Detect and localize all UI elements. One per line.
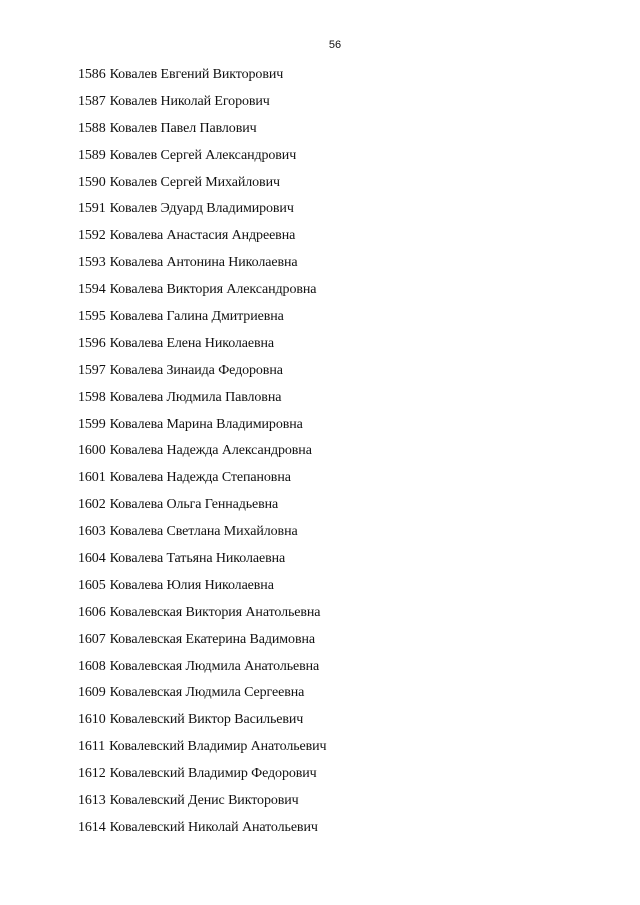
entry-number: 1593 [78, 255, 106, 271]
entry-name: Ковалева Ольга Геннадьевна [109, 497, 279, 513]
list-item [78, 549, 326, 576]
entry-name: Ковалевская Екатерина Вадимовна [109, 631, 315, 647]
list-item [78, 683, 326, 710]
list-item [78, 522, 326, 549]
entry-name: Ковалев Сергей Александрович [109, 147, 297, 163]
entry-number: 1604 [78, 551, 106, 567]
entry-name: Ковалева Светлана Михайловна [109, 524, 298, 540]
entry-name: Ковалева Татьяна Николаевна [109, 551, 286, 567]
entry-name: Ковалев Николай Егорович [109, 93, 270, 109]
list-item [78, 737, 326, 764]
entry-name: Ковалева Виктория Александровна [109, 282, 317, 298]
entry-name: Ковалевский Денис Викторович [109, 793, 299, 809]
entry-number: 1608 [78, 658, 106, 674]
page-number: 56 [328, 39, 342, 51]
list-item [78, 764, 326, 791]
entry-number: 1592 [78, 228, 106, 244]
entry-name: Ковалев Павел Павлович [109, 120, 257, 136]
entry-number: 1594 [78, 282, 106, 298]
entry-name: Ковалева Юлия Николаевна [109, 577, 274, 593]
entry-number: 1612 [78, 766, 106, 782]
entry-number: 1596 [78, 335, 106, 351]
list-item [78, 280, 326, 307]
entry-name: Ковалевский Виктор Васильевич [109, 712, 304, 728]
list-item [78, 468, 326, 495]
entry-name: Ковалева Надежда Степановна [109, 470, 291, 486]
entry-number: 1598 [78, 389, 106, 405]
list-item [78, 630, 326, 657]
list-item [78, 146, 326, 173]
list-item [78, 226, 326, 253]
entry-number: 1602 [78, 497, 106, 513]
list-item [78, 307, 326, 334]
entry-number: 1597 [78, 362, 106, 378]
entry-number: 1607 [78, 631, 106, 647]
entry-name: Ковалева Антонина Николаевна [109, 255, 298, 271]
list-item [78, 710, 326, 737]
list-item [78, 415, 326, 442]
entry-name: Ковалев Евгений Викторович [109, 67, 284, 82]
entry-name: Ковалева Галина Дмитриевна [109, 309, 284, 325]
entry-name: Ковалевский Владимир Федорович [109, 766, 317, 782]
list-item [78, 92, 326, 119]
entry-name: Ковалева Людмила Павловна [109, 389, 282, 405]
list-item [78, 253, 326, 280]
list-item [78, 199, 326, 226]
entry-name: Ковалев Эдуард Владимирович [109, 201, 294, 217]
list-item [78, 791, 326, 818]
entry-name: Ковалевская Виктория Анатольевна [109, 604, 321, 620]
entry-name: Ковалева Зинаида Федоровна [109, 362, 283, 378]
entry-number: 1590 [78, 174, 106, 190]
entry-name: Ковалевская Людмила Сергеевна [109, 685, 305, 701]
entry-number: 1606 [78, 604, 106, 620]
entry-number: 1599 [78, 416, 106, 432]
entry-name: Ковалевская Людмила Анатольевна [109, 658, 320, 674]
entry-name: Ковалевский Владимир Анатольевич [109, 739, 327, 755]
list-item [78, 495, 326, 522]
list-item [78, 657, 326, 684]
entry-number: 1589 [78, 147, 106, 163]
entry-number: 1609 [78, 685, 106, 701]
entry-name: Ковалевский Николай Анатольевич [109, 819, 318, 835]
entry-number: 1601 [78, 470, 106, 486]
entry-name: Ковалева Анастасия Андреевна [109, 228, 296, 244]
list-item [78, 65, 326, 92]
entry-number: 1586 [78, 67, 106, 82]
entry-number: 1600 [78, 443, 106, 459]
entry-number: 1611 [78, 739, 106, 755]
list-item [78, 119, 326, 146]
entry-number: 1587 [78, 93, 106, 109]
list-item [78, 818, 326, 845]
entry-name: Ковалев Сергей Михайлович [109, 174, 280, 190]
entry-number: 1595 [78, 309, 106, 325]
list-item [78, 388, 326, 415]
entry-name: Ковалева Елена Николаевна [109, 335, 275, 351]
entry-number: 1610 [78, 712, 106, 728]
entry-number: 1614 [78, 819, 106, 835]
list-item [78, 334, 326, 361]
entry-number: 1613 [78, 793, 106, 809]
entry-number: 1603 [78, 524, 106, 540]
entry-number: 1605 [78, 577, 106, 593]
list-item [78, 173, 326, 200]
entry-number: 1591 [78, 201, 106, 217]
list-item [78, 361, 326, 388]
entry-number: 1588 [78, 120, 106, 136]
entry-list [78, 65, 326, 845]
entry-name: Ковалева Надежда Александровна [109, 443, 312, 459]
list-item [78, 441, 326, 468]
list-item [78, 576, 326, 603]
list-item [78, 603, 326, 630]
entry-name: Ковалева Марина Владимировна [109, 416, 303, 432]
